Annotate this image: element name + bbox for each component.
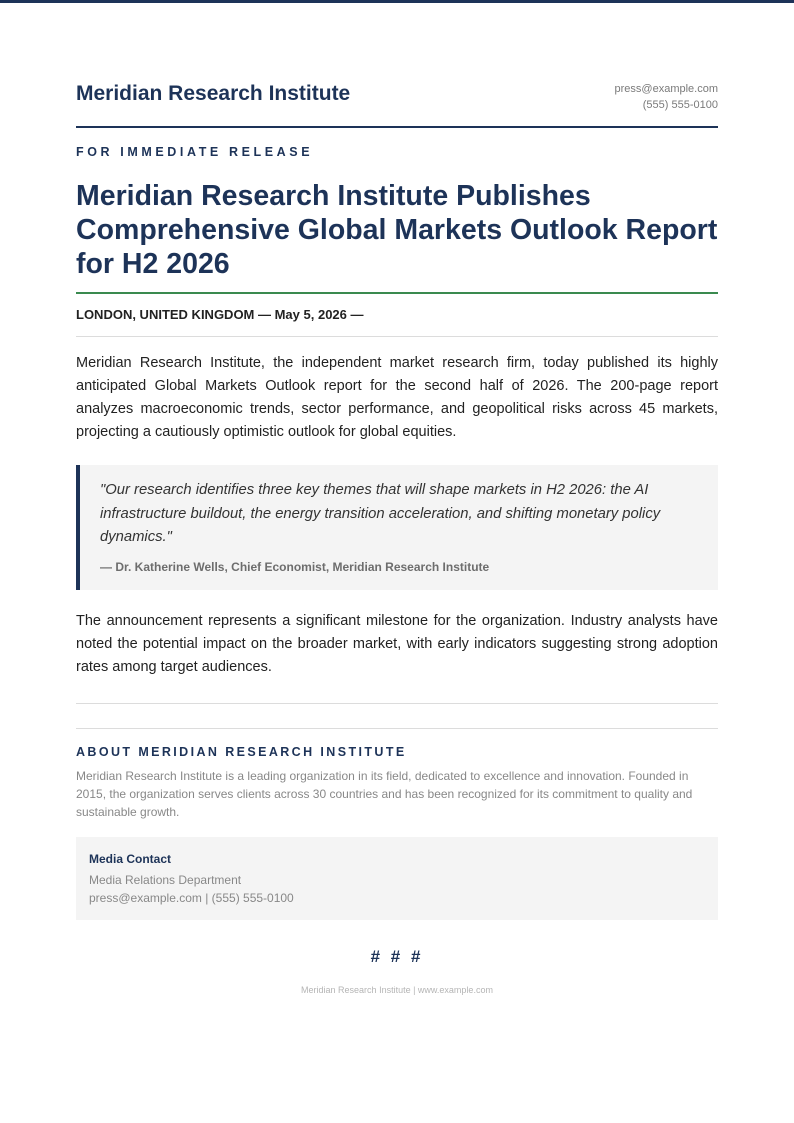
footer: Meridian Research Institute | www.example.com [301, 985, 493, 995]
headline: Meridian Research Institute Publishes Comprehensive Global Markets Outlook Report for H2 2026 [76, 180, 718, 280]
media-contact-box [76, 837, 718, 920]
about-title: ABOUT MERIDIAN RESEARCH INSTITUTE [76, 745, 407, 759]
header-phone[interactable]: (555) 555-0100 [642, 99, 718, 111]
about-divider [76, 728, 718, 729]
quote-text: "Our research identifies three key themes that will shape markets in H2 2026: the AI infrastructure buildout, the energy transition acceleration, and shifting monetary policy dynamics." [100, 482, 661, 545]
media-contact-department: Media Relations Department [89, 873, 242, 887]
end-marks: # # # [370, 947, 424, 966]
about-text: Meridian Research Institute is a leading organization in its field, dedicated to excellence and innovation. Founded in 2015, the organization serves clients across 30 countries and has been recognized for its commitment to quality and sustainable growth. [76, 769, 693, 819]
release-label: FOR IMMEDIATE RELEASE [76, 145, 314, 159]
pull-quote [76, 465, 718, 590]
dateline-divider [76, 336, 718, 337]
organization-name: Meridian Research Institute [76, 82, 351, 105]
body-paragraph-1: Meridian Research Institute, the independent market research firm, today published its highly anticipated Global Markets Outlook report for the second half of 2026. The 200-page report analyzes macroeconomic trends, sector performance, and geopolitical risks across 45 markets, projecting a cautiously optimistic outlook for global equities. [76, 355, 718, 440]
section-divider [76, 703, 718, 704]
letterhead [76, 80, 718, 128]
media-contact-title: Media Contact [89, 852, 172, 866]
headline-divider [76, 292, 718, 294]
dateline: LONDON, UNITED KINGDOM — May 5, 2026 — [76, 307, 364, 322]
header-email[interactable]: press@example.com [614, 83, 718, 95]
quote-attribution: — Dr. Katherine Wells, Chief Economist, Meridian Research Institute [100, 560, 490, 574]
body-paragraph-2: The announcement represents a significant milestone for the organization. Industry analysts have noted the potential impact on the broader market, with early indicators suggesting strong adoption rates among target audiences. [76, 613, 718, 675]
header-contact [615, 81, 718, 113]
top-accent-rule [0, 0, 794, 3]
media-contact-details[interactable]: press@example.com | (555) 555-0100 [89, 891, 294, 905]
